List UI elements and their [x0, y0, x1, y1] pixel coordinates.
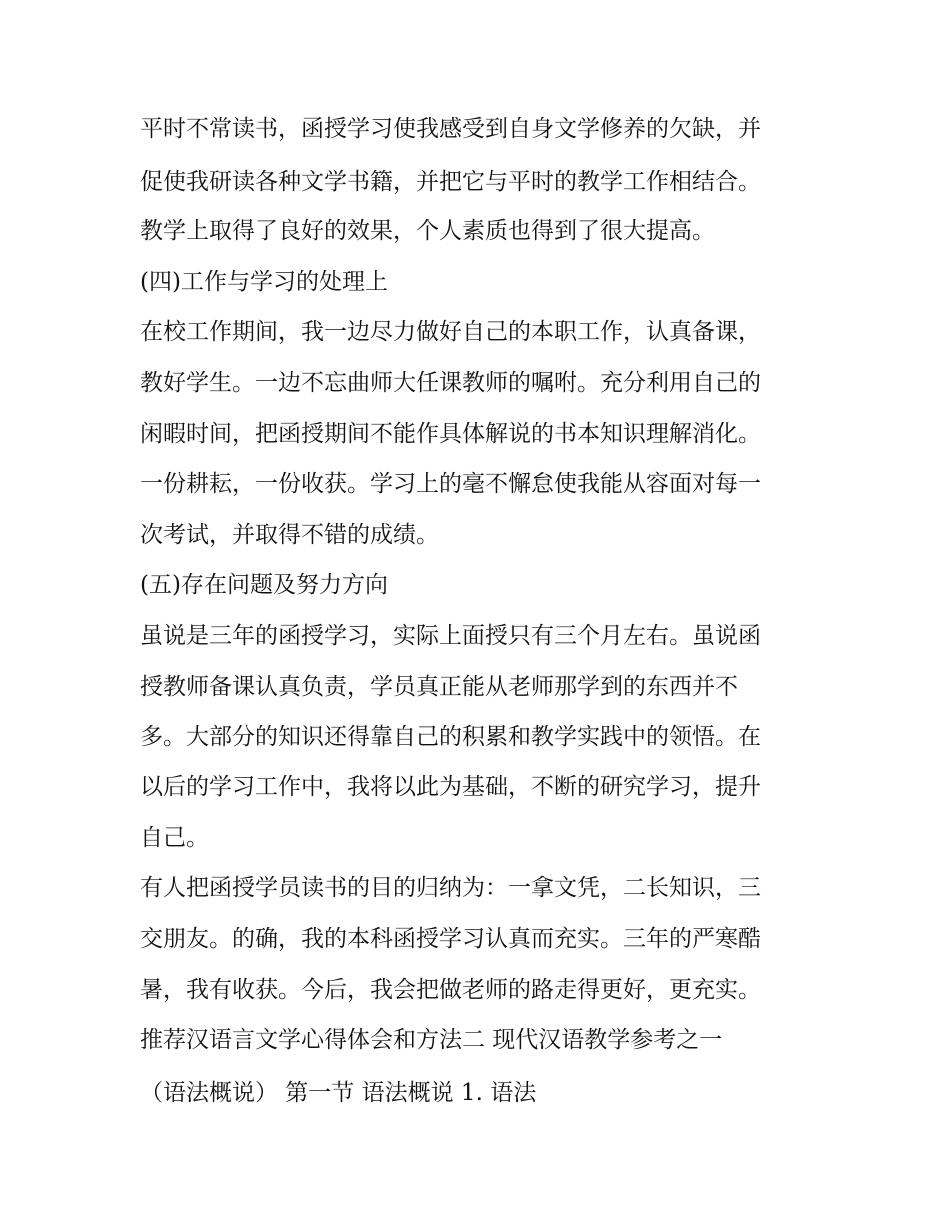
text-line-2: 促使我研读各种文学书籍，并把它与平时的教学工作相结合。: [140, 169, 761, 195]
section-heading-5: (五)存在问题及努力方向: [140, 572, 388, 598]
text-line-8: 一份耕耘，一份收获。学习上的毫不懈怠使我能从容面对每一: [140, 471, 761, 497]
section-heading-4: (四)工作与学习的处理上: [140, 269, 388, 295]
text-line-18: 暑，我有收获。今后，我会把做老师的路走得更好，更充实。: [140, 977, 761, 1003]
text-line-13: 多。大部分的知识还得靠自己的积累和教学实践中的领悟。在: [140, 724, 761, 750]
text-line-17: 交朋友。的确，我的本科函授学习认真而充实。三年的严寒酷: [140, 926, 761, 952]
text-line-20: （语法概说） 第一节 语法概说 1. 语法: [140, 1080, 537, 1106]
text-line-16: 有人把函授学员读书的目的归纳为：一拿文凭，二长知识，三: [140, 875, 761, 901]
text-line-9: 次考试，并取得不错的成绩。: [140, 522, 439, 548]
text-line-1: 平时不常读书，函授学习使我感受到自身文学修养的欠缺，并: [140, 116, 761, 142]
text-line-5: 在校工作期间，我一边尽力做好自己的本职工作，认真备课，: [140, 319, 761, 345]
text-line-12: 授教师备课认真负责，学员真正能从老师那学到的东西并不: [140, 674, 738, 700]
text-line-15: 自己。: [140, 825, 209, 851]
text-line-11: 虽说是三年的函授学习，实际上面授只有三个月左右。虽说函: [140, 623, 761, 649]
text-line-6: 教好学生。一边不忘曲师大任课教师的嘱咐。充分利用自己的: [140, 370, 761, 396]
text-line-7: 闲暇时间，把函授期间不能作具体解说的书本知识理解消化。: [140, 421, 761, 447]
text-line-3: 教学上取得了良好的效果，个人素质也得到了很大提高。: [140, 218, 715, 244]
text-line-19: 推荐汉语言文学心得体会和方法二 现代汉语教学参考之一: [140, 1027, 723, 1053]
text-line-14: 以后的学习工作中，我将以此为基础，不断的研究学习，提升: [140, 774, 761, 800]
